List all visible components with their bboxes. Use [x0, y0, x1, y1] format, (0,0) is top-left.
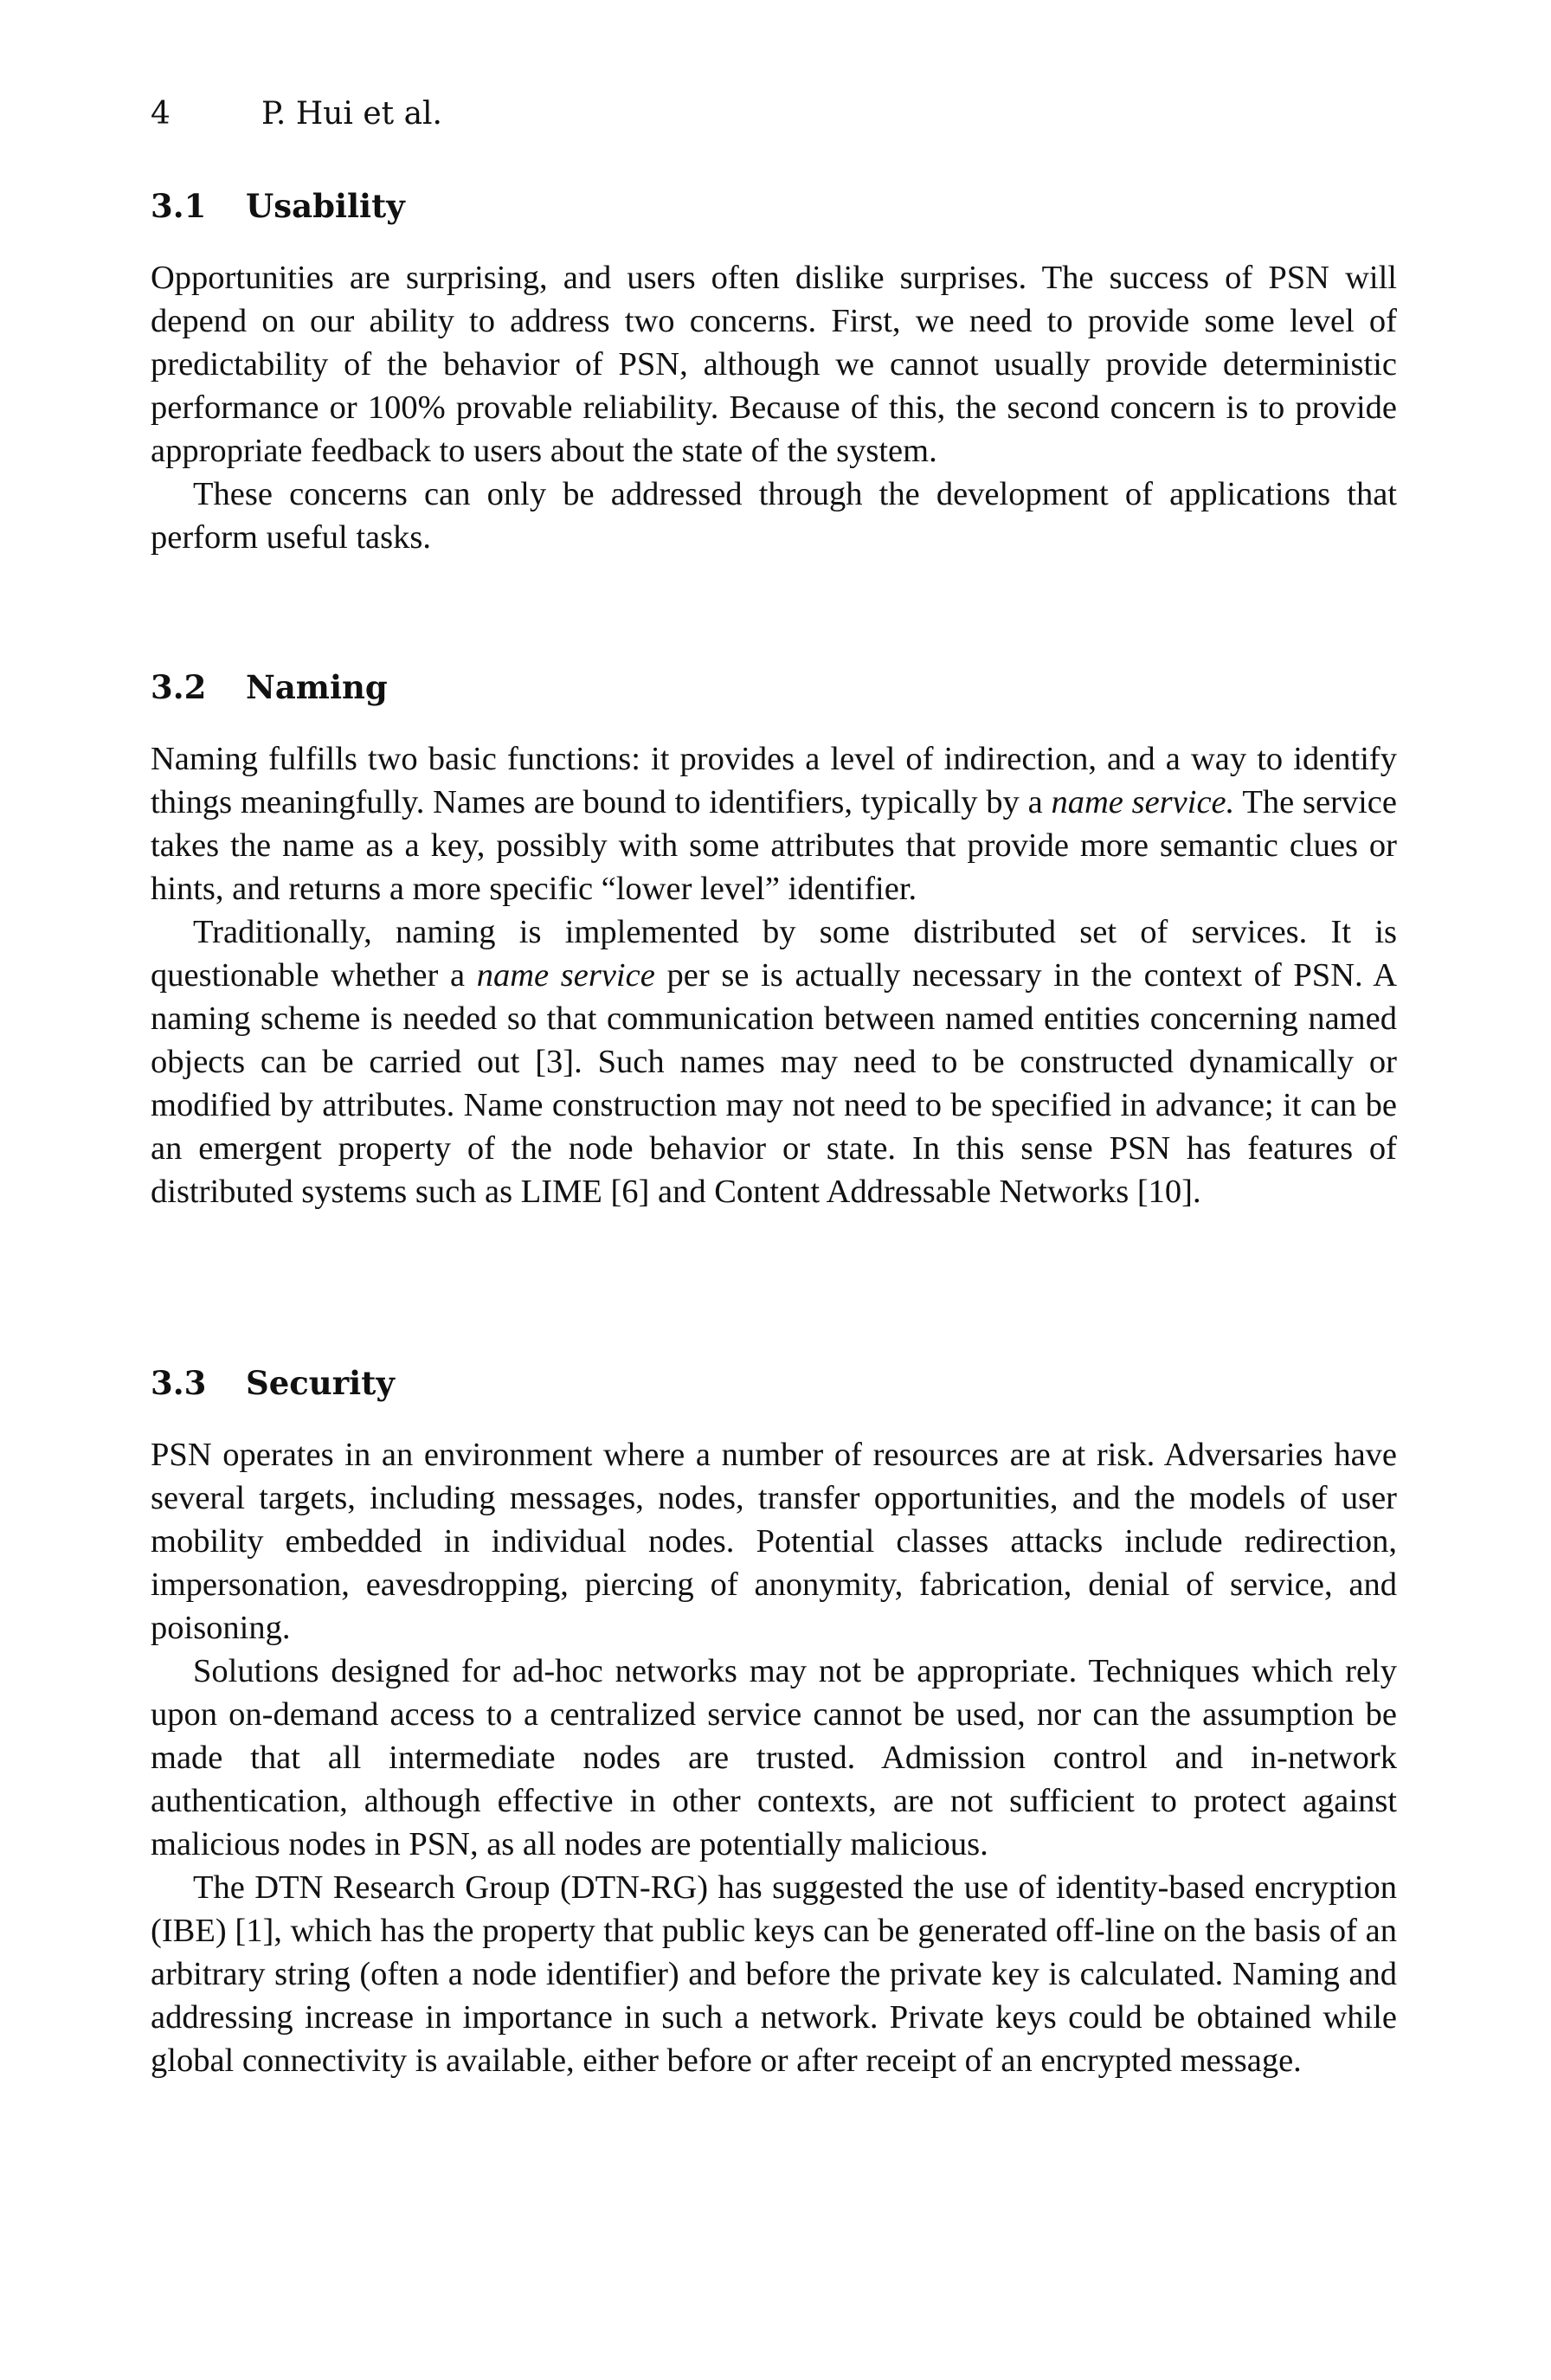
- paragraph-text: Traditionally, naming is implemented by some distributed set of services. It is questionable whether a: [151, 914, 1397, 994]
- paragraph: These concerns can only be addressed through the development of applications that perform useful tasks.: [151, 476, 1397, 556]
- paragraph: [151, 737, 1397, 910]
- section-body-security: [151, 1433, 1397, 2082]
- emphasis-text: name service: [476, 957, 655, 994]
- section-title: Naming: [246, 668, 388, 706]
- paragraph-text: The service takes the name as a key, possibly with some attributes that provide more semantic clues or hints, and returns a more specific “lower level” identifier.: [151, 784, 1397, 907]
- section-title: Security: [246, 1364, 395, 1402]
- section-number: 3.1: [151, 187, 207, 225]
- section-heading-usability: [151, 185, 405, 227]
- section-number: 3.2: [151, 668, 207, 706]
- emphasis-text: name service.: [1051, 784, 1235, 820]
- running-head-authors: P. Hui et al.: [261, 96, 442, 132]
- section-body-naming: [151, 737, 1397, 1213]
- section-heading-security: [151, 1362, 395, 1404]
- paragraph: The DTN Research Group (DTN-RG) has suggested the use of identity-based encryption (IBE) [1], which has the property that public keys can be generated off-line on the basis of an arbitrary string (often a node identifier) and before the private key is calculated. Naming and addressing increase in importance in such a network. Private keys could be obtained while global connectivity is available, either before or after receipt of an encrypted message.: [151, 1869, 1397, 2079]
- paragraph-text: per se is actually necessary in the context of PSN. A naming scheme is needed so that communication between named entities concerning named objects can be carried out [3]. Such names may need to be constructed dynamically or modified by attributes. Name construction may not need to be specified in advance; it can be an emergent property of the node behavior or state. In this sense PSN has features of distributed systems such as LIME [6] and Content Addressable Networks [10].: [151, 957, 1397, 1210]
- paragraph: PSN operates in an environment where a number of resources are at risk. Adversaries have several targets, including messages, nodes, transfer opportunities, and the models of user mobility embedded in individual nodes. Potential classes attacks include redirection, impersonation, eavesdropping, piercing of anonymity, fabrication, denial of service, and poisoning.: [151, 1437, 1397, 1646]
- page-number: 4: [151, 96, 171, 132]
- paragraph: Solutions designed for ad-hoc networks may not be appropriate. Techniques which rely upon on-demand access to a centralized service cannot be used, nor can the assumption be made that all intermediate nodes are trusted. Admission control and in-network authentication, although effective in other contexts, are not sufficient to protect against malicious nodes in PSN, as all nodes are potentially malicious.: [151, 1653, 1397, 1862]
- paragraph-text: Naming fulfills two basic functions: it provides a level of indirection, and a way to identify things meaningfully. Names are bound to identifiers, typically by a: [151, 741, 1397, 820]
- section-body-usability: [151, 256, 1397, 559]
- section-heading-naming: [151, 666, 388, 708]
- paragraph: [151, 910, 1397, 1213]
- running-head: [151, 93, 442, 135]
- section-number: 3.3: [151, 1364, 207, 1402]
- section-title: Usability: [246, 187, 405, 225]
- paragraph: Opportunities are surprising, and users often dislike surprises. The success of PSN will depend on our ability to address two concerns. First, we need to provide some level of predictability of the behavior of PSN, although we cannot usually provide deterministic performance or 100% provable reliability. Because of this, the second concern is to provide appropriate feedback to users about the state of the system.: [151, 260, 1397, 469]
